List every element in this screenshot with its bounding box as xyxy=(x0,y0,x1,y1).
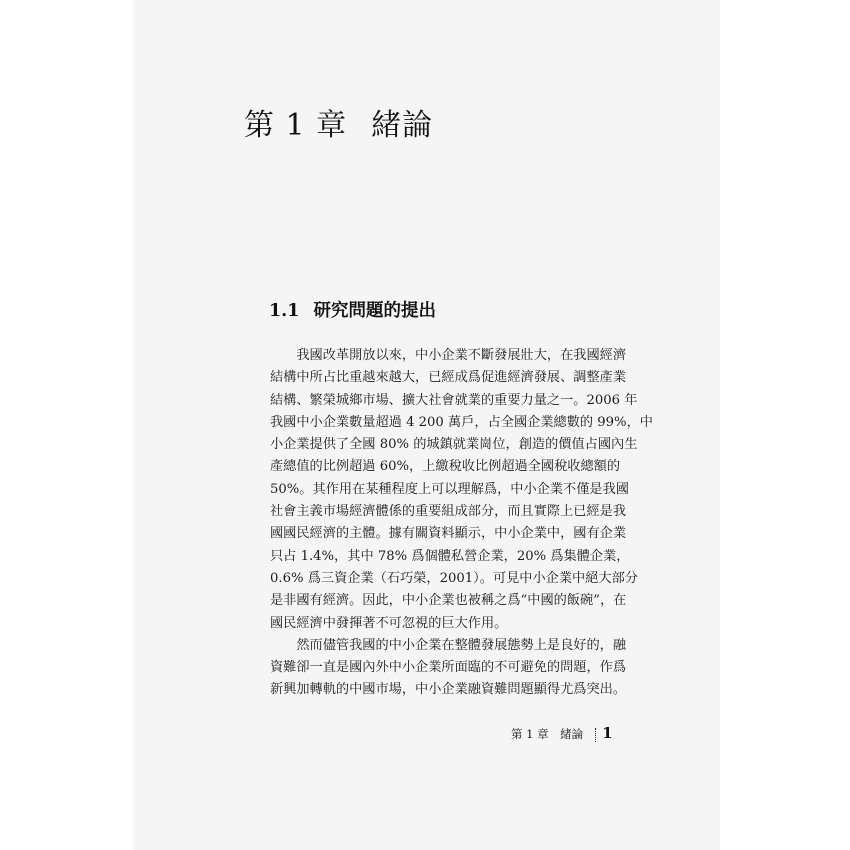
section-title: 研究問題的提出 xyxy=(313,301,436,321)
footer-divider xyxy=(595,728,596,742)
text-line: 國國民經濟的主體。據有關資料顯示，中小企業中，國有企業 xyxy=(270,526,627,542)
text-line: 小企業提供了全國 80% 的城鎮就業崗位，創造的價值占國內生 xyxy=(270,437,638,453)
text-line: 社會主義市場經濟體係的重要組成部分，而且實際上已經是我 xyxy=(270,504,627,520)
page-number: 1 xyxy=(602,724,613,742)
section-heading xyxy=(269,297,436,322)
text-line: 產總值的比例超過 60%，上繳稅收比例超過全國稅收總額的 xyxy=(270,459,621,475)
page-footer xyxy=(511,723,613,743)
section-number: 1.1 xyxy=(269,301,300,321)
chapter-name: 緒論 xyxy=(371,108,434,143)
book-page xyxy=(133,0,720,850)
text-line: 是非國有經濟。因此，中小企業也被稱之爲“中國的飯碗”，在 xyxy=(270,593,627,609)
text-line: 0.6% 爲三資企業（石巧榮，2001）。可見中小企業中絕大部分 xyxy=(270,570,638,586)
body-text xyxy=(270,345,653,702)
text-line: 然而儘管我國的中小企業在整體發展態勢上是良好的，融 xyxy=(270,637,627,653)
text-line: 50%。其作用在某種程度上可以理解爲，中小企業不僅是我國 xyxy=(270,481,629,497)
text-line: 我國中小企業數量超過 4 200 萬戶，占全國企業總數的 99%，中 xyxy=(270,414,653,430)
text-line: 我國改革開放以來，中小企業不斷發展壯大，在我國經濟 xyxy=(270,348,627,363)
text-line: 結構、繁榮城鄉市場、擴大社會就業的重要力量之一。2006 年 xyxy=(270,392,638,408)
chapter-title xyxy=(244,100,433,144)
text-line: 國民經濟中發揮著不可忽視的巨大作用。 xyxy=(270,615,508,631)
text-line: 結構中所占比重越來越大，已經成爲促進經濟發展、調整產業 xyxy=(270,370,627,386)
running-head: 第 1 章 緒論 xyxy=(511,727,584,741)
chapter-number: 第 1 章 xyxy=(244,108,348,143)
text-line: 新興加轉軌的中國市場，中小企業融資難問題顯得尤爲突出。 xyxy=(270,682,627,698)
text-line: 資難卻一直是國內外中小企業所面臨的不可避免的問題，作爲 xyxy=(270,660,627,676)
text-line: 只占 1.4%，其中 78% 爲個體私營企業，20% 爲集體企業， xyxy=(270,548,630,564)
